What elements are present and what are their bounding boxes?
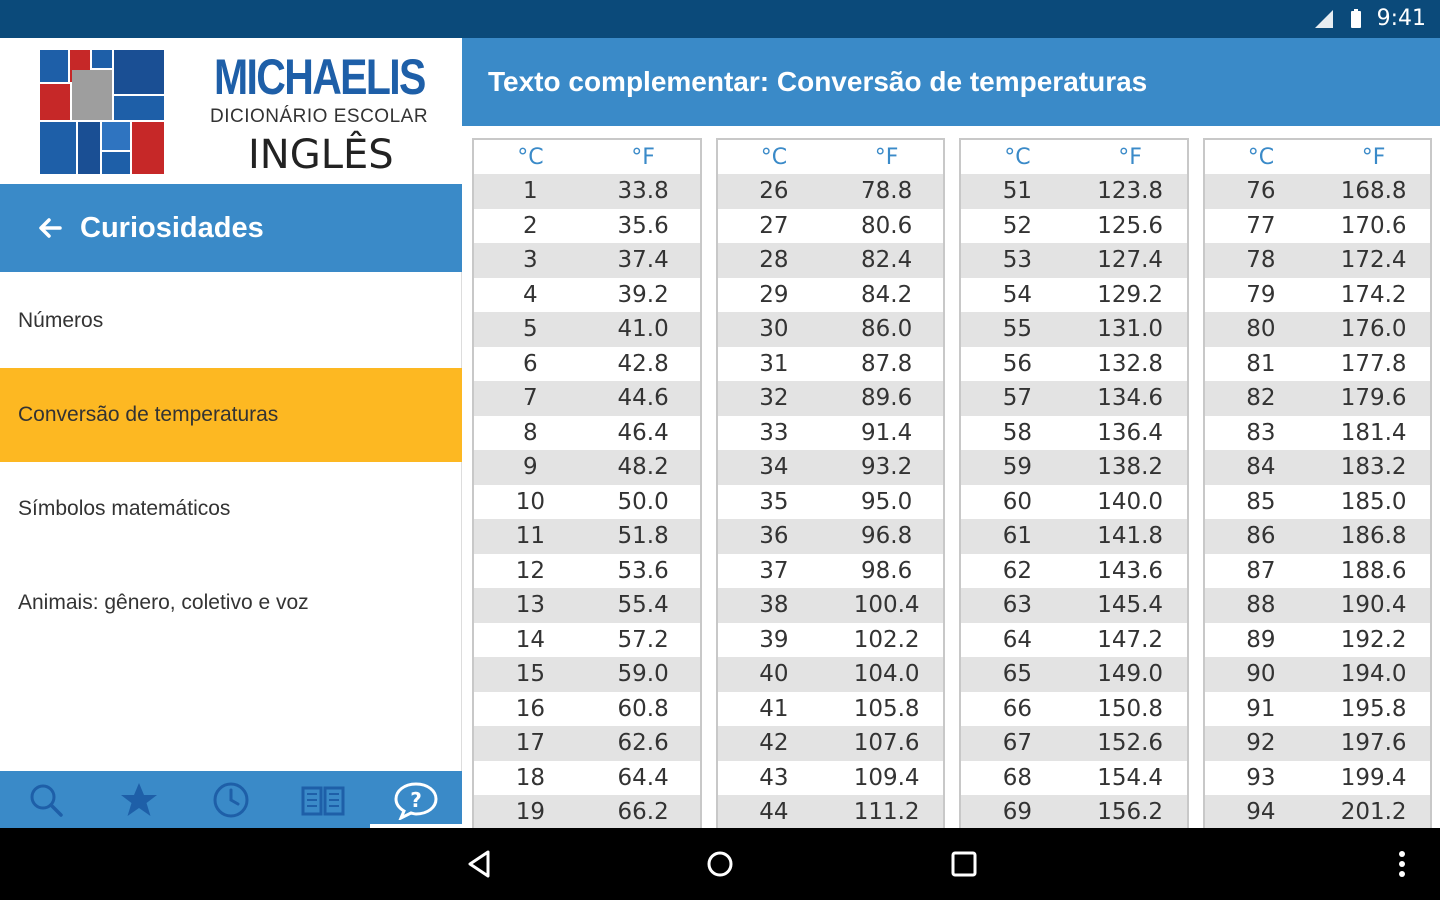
table-row (961, 209, 1187, 244)
table-row (1205, 174, 1431, 209)
celsius-value: 76 (1246, 178, 1276, 205)
table-row (1205, 623, 1431, 658)
fahrenheit-value: 147.2 (1097, 626, 1164, 653)
fahrenheit-header: °F (874, 144, 899, 170)
celsius-value: 34 (759, 454, 789, 481)
celsius-value: 14 (515, 626, 546, 653)
celsius-value: 42 (759, 730, 789, 757)
fahrenheit-value: 41.0 (617, 316, 669, 343)
celsius-value: 2 (523, 212, 538, 239)
fahrenheit-value: 181.4 (1340, 419, 1407, 446)
celsius-value: 52 (1002, 212, 1033, 239)
fahrenheit-value: 185.0 (1340, 488, 1407, 515)
fahrenheit-value: 149.0 (1097, 661, 1164, 688)
table-row (961, 588, 1187, 623)
fahrenheit-header: °F (1361, 144, 1386, 170)
table-row (474, 209, 700, 244)
table-row (474, 485, 700, 520)
celsius-value: 8 (523, 419, 538, 446)
table-row (1205, 485, 1431, 520)
brand-name: MICHAELIS (214, 49, 425, 105)
table-row (718, 519, 944, 554)
fahrenheit-value: 86.0 (861, 316, 913, 343)
celsius-value: 65 (1002, 661, 1033, 688)
page-title: Texto complementar: Conversão de temperaturas (462, 38, 1440, 126)
signal-icon (1313, 8, 1335, 30)
fahrenheit-value: 66.2 (617, 799, 669, 826)
celsius-value: 86 (1246, 523, 1276, 550)
celsius-value: 94 (1246, 799, 1276, 826)
nav-search-button[interactable] (0, 771, 92, 828)
fahrenheit-value: 53.6 (617, 557, 669, 584)
table-row (718, 416, 944, 451)
celsius-value: 38 (759, 592, 789, 619)
table-row (718, 657, 944, 692)
celsius-value: 84 (1246, 454, 1276, 481)
nav-book-button[interactable] (277, 771, 369, 828)
table-row (718, 209, 944, 244)
table-row (961, 795, 1187, 828)
table-row (718, 243, 944, 278)
table-row (718, 347, 944, 382)
conversion-table (959, 138, 1189, 828)
fahrenheit-value: 136.4 (1097, 419, 1164, 446)
celsius-value: 31 (759, 350, 789, 377)
celsius-value: 36 (759, 523, 789, 550)
fahrenheit-header: °F (631, 144, 655, 170)
celsius-value: 16 (515, 695, 546, 722)
table-row (1205, 726, 1431, 761)
table-row (1205, 761, 1431, 796)
celsius-value: 15 (515, 661, 546, 688)
table-row (1205, 278, 1431, 313)
star-icon (119, 780, 159, 820)
temperature-tables (472, 138, 1432, 828)
table-row (718, 450, 944, 485)
fahrenheit-value: 95.0 (861, 488, 913, 515)
table-row (961, 450, 1187, 485)
fahrenheit-value: 98.6 (861, 557, 913, 584)
celsius-header: °C (1004, 144, 1031, 170)
table-row (961, 519, 1187, 554)
fahrenheit-value: 183.2 (1340, 454, 1407, 481)
curiosities-icon (392, 780, 440, 820)
michaelis-logo-icon (38, 48, 166, 176)
celsius-value: 67 (1002, 730, 1033, 757)
table-row (1205, 416, 1431, 451)
table-header (718, 140, 944, 174)
content-area (462, 38, 1440, 828)
celsius-value: 33 (759, 419, 789, 446)
fahrenheit-value: 91.4 (861, 419, 913, 446)
overflow-menu-icon[interactable] (1384, 846, 1420, 882)
menu-item-simbolos-matematicos[interactable]: Símbolos matemáticos (18, 497, 231, 520)
fahrenheit-value: 107.6 (853, 730, 920, 757)
celsius-value: 3 (523, 247, 538, 274)
celsius-value: 64 (1002, 626, 1033, 653)
celsius-value: 29 (759, 281, 789, 308)
table-row (474, 519, 700, 554)
fahrenheit-value: 60.8 (617, 695, 669, 722)
fahrenheit-value: 89.6 (861, 385, 913, 412)
nav-favorites-button[interactable] (92, 771, 184, 828)
fahrenheit-value: 93.2 (861, 454, 913, 481)
celsius-value: 82 (1246, 385, 1276, 412)
fahrenheit-value: 123.8 (1097, 178, 1164, 205)
fahrenheit-value: 154.4 (1097, 764, 1164, 791)
celsius-value: 58 (1002, 419, 1033, 446)
table-row (474, 174, 700, 209)
table-row (1205, 692, 1431, 727)
celsius-value: 30 (759, 316, 789, 343)
conversion-table (1203, 138, 1433, 828)
fahrenheit-value: 190.4 (1340, 592, 1407, 619)
table-row (474, 381, 700, 416)
table-row (718, 312, 944, 347)
table-header (474, 140, 700, 174)
fahrenheit-value: 44.6 (617, 385, 669, 412)
celsius-value: 12 (515, 557, 546, 584)
fahrenheit-value: 42.8 (617, 350, 669, 377)
search-icon (26, 780, 66, 820)
celsius-value: 40 (759, 661, 789, 688)
table-row (961, 761, 1187, 796)
celsius-value: 54 (1002, 281, 1033, 308)
fahrenheit-value: 80.6 (861, 212, 913, 239)
fahrenheit-value: 177.8 (1340, 350, 1407, 377)
celsius-value: 69 (1002, 799, 1033, 826)
celsius-value: 32 (759, 385, 789, 412)
fahrenheit-value: 188.6 (1340, 557, 1407, 584)
celsius-value: 4 (523, 281, 538, 308)
table-header (961, 140, 1187, 174)
table-row (474, 416, 700, 451)
fahrenheit-value: 150.8 (1097, 695, 1164, 722)
celsius-value: 43 (759, 764, 789, 791)
table-row (718, 623, 944, 658)
celsius-value: 62 (1002, 557, 1033, 584)
fahrenheit-value: 201.2 (1340, 799, 1407, 826)
curiosities-menu (0, 274, 462, 650)
celsius-value: 39 (759, 626, 789, 653)
table-row (961, 174, 1187, 209)
celsius-value: 10 (515, 488, 546, 515)
celsius-value: 9 (523, 454, 538, 481)
conversion-table (716, 138, 946, 828)
celsius-value: 57 (1002, 385, 1033, 412)
fahrenheit-value: 100.4 (853, 592, 920, 619)
brand-subtitle: DICIONÁRIO ESCOLAR (210, 106, 429, 127)
table-row (718, 278, 944, 313)
fahrenheit-value: 168.8 (1340, 178, 1407, 205)
celsius-header: °C (760, 144, 788, 170)
celsius-value: 56 (1002, 350, 1033, 377)
celsius-value: 88 (1246, 592, 1276, 619)
fahrenheit-value: 192.2 (1340, 626, 1407, 653)
fahrenheit-value: 138.2 (1097, 454, 1164, 481)
table-row (1205, 209, 1431, 244)
table-row (474, 761, 700, 796)
celsius-value: 77 (1246, 212, 1276, 239)
celsius-value: 59 (1002, 454, 1033, 481)
celsius-header: °C (517, 144, 544, 170)
fahrenheit-value: 186.8 (1340, 523, 1407, 550)
table-row (474, 312, 700, 347)
fahrenheit-value: 170.6 (1340, 212, 1407, 239)
table-row (474, 692, 700, 727)
celsius-value: 92 (1246, 730, 1276, 757)
battery-icon (1345, 8, 1367, 30)
menu-item-conversao-temperaturas[interactable]: Conversão de temperaturas (0, 368, 462, 462)
fahrenheit-value: 176.0 (1340, 316, 1407, 343)
fahrenheit-value: 143.6 (1097, 557, 1164, 584)
celsius-value: 66 (1002, 695, 1033, 722)
table-row (961, 347, 1187, 382)
fahrenheit-value: 55.4 (617, 592, 669, 619)
fahrenheit-value: 96.8 (861, 523, 913, 550)
fahrenheit-value: 145.4 (1097, 592, 1164, 619)
section-header (0, 184, 462, 272)
table-row (961, 554, 1187, 589)
table-row (474, 554, 700, 589)
celsius-value: 68 (1002, 764, 1033, 791)
celsius-value: 79 (1246, 281, 1276, 308)
menu-item-numeros[interactable]: Números (18, 309, 104, 332)
celsius-value: 7 (523, 385, 538, 412)
brand-language: INGLÊS (248, 132, 394, 178)
table-row (718, 174, 944, 209)
table-row (1205, 450, 1431, 485)
celsius-value: 63 (1002, 592, 1033, 619)
table-row (718, 726, 944, 761)
celsius-value: 90 (1246, 661, 1276, 688)
fahrenheit-value: 39.2 (617, 281, 669, 308)
table-row (1205, 312, 1431, 347)
celsius-value: 37 (759, 557, 789, 584)
menu-item-animais[interactable]: Animais: gênero, coletivo e voz (18, 591, 309, 614)
celsius-value: 53 (1002, 247, 1033, 274)
celsius-value: 6 (523, 350, 538, 377)
fahrenheit-value: 51.8 (617, 523, 669, 550)
celsius-value: 41 (759, 695, 789, 722)
table-row (961, 485, 1187, 520)
fahrenheit-value: 134.6 (1097, 385, 1164, 412)
celsius-value: 51 (1002, 178, 1033, 205)
table-row (718, 485, 944, 520)
celsius-value: 27 (759, 212, 789, 239)
fahrenheit-value: 105.8 (853, 695, 920, 722)
celsius-value: 35 (759, 488, 789, 515)
status-bar (0, 0, 1440, 38)
table-row (474, 726, 700, 761)
table-row (718, 795, 944, 828)
table-row (474, 657, 700, 692)
table-row (1205, 347, 1431, 382)
fahrenheit-value: 172.4 (1340, 247, 1407, 274)
fahrenheit-value: 35.6 (617, 212, 669, 239)
fahrenheit-value: 33.8 (617, 178, 669, 205)
table-row (961, 278, 1187, 313)
table-row (474, 795, 700, 828)
celsius-value: 5 (523, 316, 538, 343)
table-row (474, 588, 700, 623)
fahrenheit-value: 125.6 (1097, 212, 1164, 239)
fahrenheit-value: 140.0 (1097, 488, 1164, 515)
celsius-value: 93 (1246, 764, 1276, 791)
celsius-value: 91 (1246, 695, 1276, 722)
celsius-value: 78 (1246, 247, 1276, 274)
fahrenheit-value: 109.4 (853, 764, 920, 791)
celsius-value: 81 (1246, 350, 1276, 377)
fahrenheit-value: 59.0 (617, 661, 669, 688)
celsius-value: 11 (515, 523, 546, 550)
table-row (718, 761, 944, 796)
table-row (1205, 588, 1431, 623)
table-row (718, 554, 944, 589)
nav-history-button[interactable] (185, 771, 277, 828)
section-title: Curiosidades (80, 211, 264, 244)
table-row (718, 692, 944, 727)
fahrenheit-value: 179.6 (1340, 385, 1407, 412)
celsius-value: 26 (759, 178, 789, 205)
fahrenheit-value: 102.2 (853, 626, 920, 653)
fahrenheit-value: 197.6 (1340, 730, 1407, 757)
clock: 9:41 (1376, 6, 1426, 31)
fahrenheit-value: 48.2 (617, 454, 669, 481)
fahrenheit-value: 174.2 (1340, 281, 1407, 308)
fahrenheit-value: 111.2 (853, 799, 920, 826)
fahrenheit-value: 57.2 (617, 626, 669, 653)
table-row (474, 278, 700, 313)
sidebar (0, 38, 462, 828)
bottom-navigation (0, 771, 462, 828)
fahrenheit-value: 82.4 (861, 247, 913, 274)
celsius-value: 89 (1246, 626, 1276, 653)
table-header (1205, 140, 1431, 174)
fahrenheit-value: 104.0 (853, 661, 920, 688)
table-row (474, 450, 700, 485)
table-row (718, 381, 944, 416)
fahrenheit-value: 46.4 (617, 419, 669, 446)
celsius-header: °C (1247, 144, 1275, 170)
celsius-value: 60 (1002, 488, 1033, 515)
history-icon (211, 780, 251, 820)
fahrenheit-value: 78.8 (861, 178, 913, 205)
celsius-value: 17 (515, 730, 546, 757)
celsius-value: 13 (515, 592, 546, 619)
fahrenheit-header: °F (1118, 144, 1142, 170)
fahrenheit-value: 152.6 (1097, 730, 1164, 757)
celsius-value: 19 (515, 799, 546, 826)
table-row (1205, 554, 1431, 589)
back-arrow-icon[interactable] (34, 212, 66, 244)
table-row (718, 588, 944, 623)
back-triangle-icon[interactable] (462, 846, 498, 882)
celsius-value: 87 (1246, 557, 1276, 584)
fahrenheit-value: 62.6 (617, 730, 669, 757)
table-row (474, 347, 700, 382)
table-row (961, 381, 1187, 416)
table-row (961, 623, 1187, 658)
celsius-value: 28 (759, 247, 789, 274)
fahrenheit-value: 156.2 (1097, 799, 1164, 826)
celsius-value: 83 (1246, 419, 1276, 446)
svg-text:?: ? (410, 787, 422, 812)
conversion-table (472, 138, 702, 828)
home-circle-icon[interactable] (702, 846, 738, 882)
celsius-value: 80 (1246, 316, 1276, 343)
celsius-value: 44 (759, 799, 789, 826)
nav-curiosities-button[interactable] (370, 771, 462, 828)
celsius-value: 1 (523, 178, 538, 205)
celsius-value: 85 (1246, 488, 1276, 515)
table-row (1205, 381, 1431, 416)
fahrenheit-value: 195.8 (1340, 695, 1407, 722)
fahrenheit-value: 129.2 (1097, 281, 1164, 308)
fahrenheit-value: 194.0 (1340, 661, 1407, 688)
app-logo-area (0, 38, 462, 184)
celsius-value: 61 (1002, 523, 1033, 550)
fahrenheit-value: 127.4 (1097, 247, 1164, 274)
fahrenheit-value: 131.0 (1097, 316, 1164, 343)
fahrenheit-value: 84.2 (861, 281, 913, 308)
fahrenheit-value: 64.4 (617, 764, 669, 791)
table-row (1205, 519, 1431, 554)
table-row (961, 692, 1187, 727)
fahrenheit-value: 37.4 (617, 247, 669, 274)
table-row (1205, 795, 1431, 828)
table-row (961, 726, 1187, 761)
celsius-value: 18 (515, 764, 546, 791)
fahrenheit-value: 50.0 (617, 488, 669, 515)
table-row (474, 243, 700, 278)
fahrenheit-value: 132.8 (1097, 350, 1164, 377)
book-icon (300, 780, 346, 820)
table-row (961, 312, 1187, 347)
table-row (961, 243, 1187, 278)
table-row (474, 623, 700, 658)
celsius-value: 55 (1002, 316, 1033, 343)
fahrenheit-value: 199.4 (1340, 764, 1407, 791)
table-row (1205, 243, 1431, 278)
system-navigation-bar (0, 828, 1440, 900)
table-row (961, 657, 1187, 692)
table-row (961, 416, 1187, 451)
fahrenheit-value: 141.8 (1097, 523, 1164, 550)
table-row (1205, 657, 1431, 692)
recents-square-icon[interactable] (946, 846, 982, 882)
fahrenheit-value: 87.8 (861, 350, 913, 377)
